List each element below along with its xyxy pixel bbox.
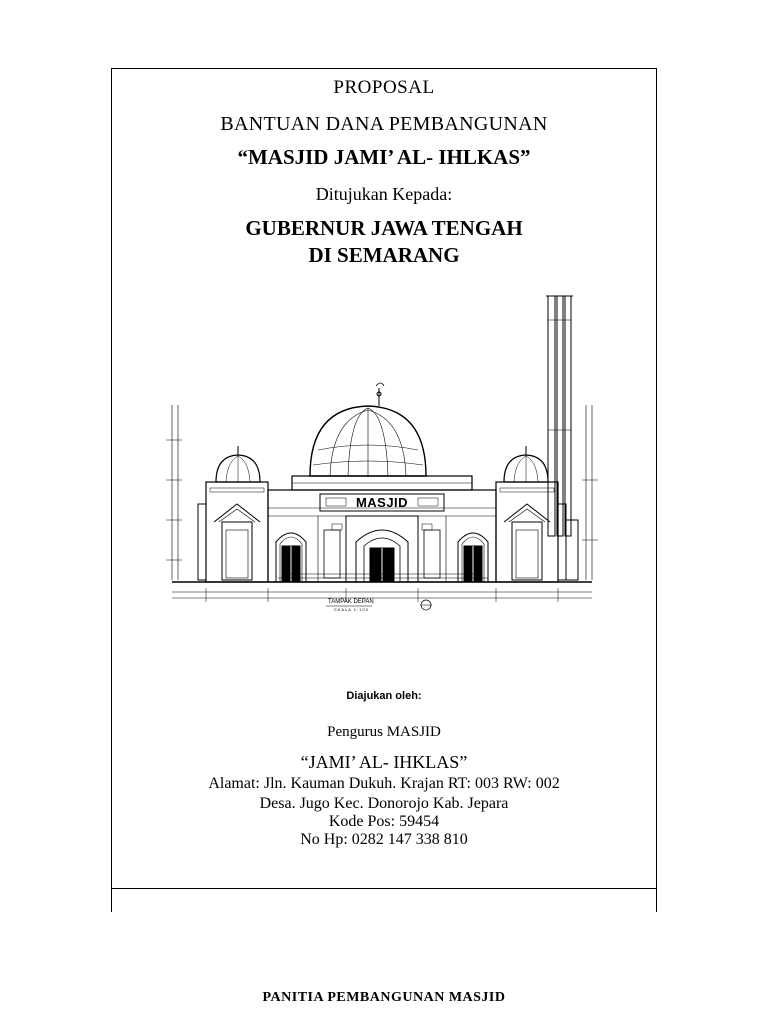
addressed-to-label: Ditujukan Kepada: <box>315 184 453 204</box>
mosque-sign-text: MASJID <box>355 495 409 510</box>
doc-subtitle: BANTUAN DANA PEMBANGUNAN <box>220 113 548 135</box>
border-extension-right <box>656 888 657 912</box>
border-extension-left <box>111 888 112 912</box>
submitter-name: “JAMI’ AL- IHKLAS” <box>300 752 468 772</box>
recipient-name: GUBERNUR JAWA TENGAH <box>245 216 523 240</box>
submitter-postal-code: Kode Pos: 59454 <box>328 813 440 830</box>
submitted-by-label: Diajukan oleh: <box>346 690 422 702</box>
recipient-location: DI SEMARANG <box>308 243 460 267</box>
doc-title: PROPOSAL <box>333 77 435 98</box>
mosque-name: “MASJID JAMI’ AL- IHLKAS” <box>237 145 531 169</box>
submitter-address: Alamat: Jln. Kauman Dukuh. Krajan RT: 003 RW: 002 <box>208 775 560 792</box>
submitter-village: Desa. Jugo Kec. Donorojo Kab. Jepara <box>259 795 509 812</box>
drawing-caption: TAMPAK DEPAN <box>328 599 374 605</box>
mosque-elevation-drawing <box>158 280 610 620</box>
submitter-org: Pengurus MASJID <box>327 724 441 740</box>
committee-footer: PANITIA PEMBANGUNAN MASJID <box>262 990 506 1005</box>
drawing-scale: SKALA 1:100 <box>334 607 369 612</box>
submitter-phone: No Hp: 0282 147 338 810 <box>300 831 468 848</box>
page-border-bottom <box>111 888 657 889</box>
